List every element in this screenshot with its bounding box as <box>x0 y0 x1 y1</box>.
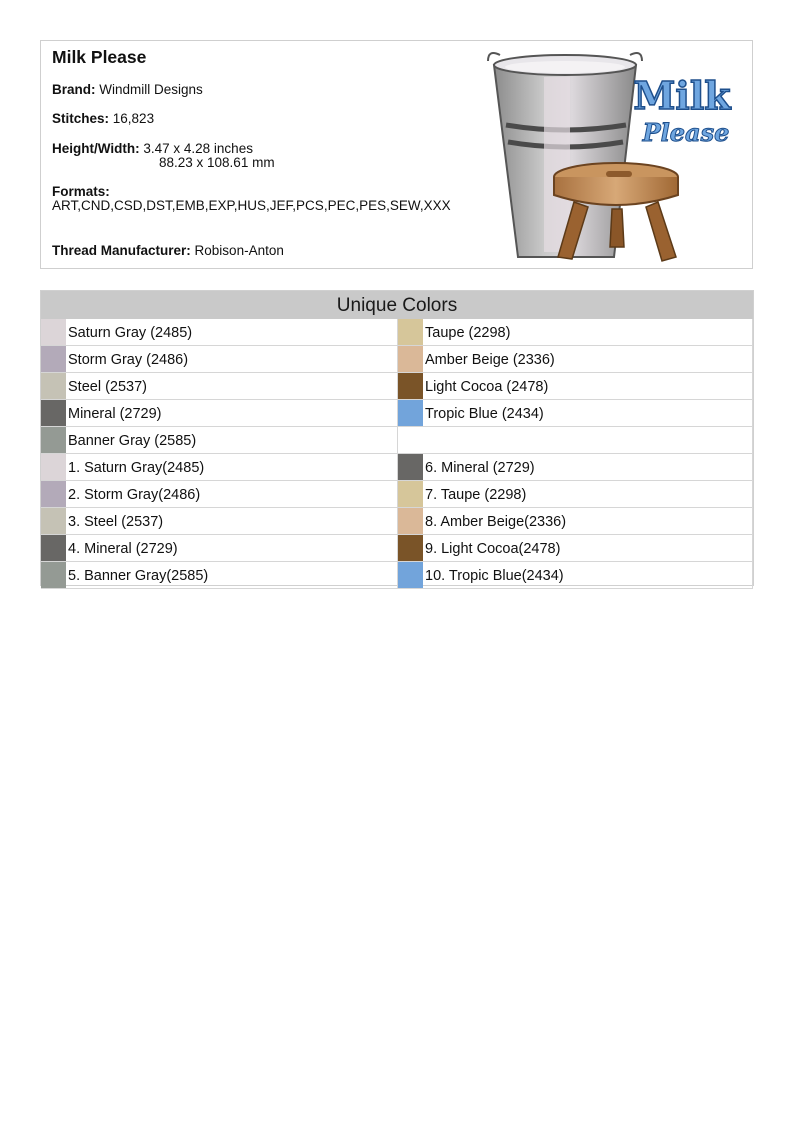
milk-stool-icon <box>554 163 678 261</box>
color-swatch <box>398 562 423 588</box>
thread-manufacturer-field <box>52 243 284 258</box>
height-width-label: Height/Width: <box>52 141 140 156</box>
sequence-label: 8. Amber Beige(2336) <box>425 514 567 530</box>
color-swatch <box>41 346 66 372</box>
art-title-please: Please <box>642 118 730 147</box>
brand-label: Brand: <box>52 82 96 97</box>
color-row <box>41 346 398 373</box>
color-swatch <box>41 400 66 426</box>
color-row <box>398 346 753 373</box>
formats-field <box>52 184 482 213</box>
sequence-row <box>41 535 398 562</box>
sequence-row <box>398 562 753 589</box>
unique-colors-table <box>40 290 754 586</box>
sequence-label: 9. Light Cocoa(2478) <box>425 541 561 557</box>
color-label: Banner Gray (2585) <box>68 433 197 449</box>
color-swatch <box>398 373 423 399</box>
color-label: Taupe (2298) <box>425 325 511 341</box>
design-preview-image <box>486 47 748 265</box>
sequence-row <box>398 535 753 562</box>
brand-field <box>52 82 203 97</box>
sequence-label: 6. Mineral (2729) <box>425 460 535 476</box>
sequence-label: 5. Banner Gray(2585) <box>68 568 209 584</box>
color-label: Saturn Gray (2485) <box>68 325 193 341</box>
color-swatch <box>41 508 66 534</box>
design-title: Milk Please <box>52 47 147 67</box>
color-label: Steel (2537) <box>68 379 147 395</box>
sequence-row <box>41 508 398 535</box>
stitches-label: Stitches: <box>52 111 110 126</box>
color-row <box>398 319 753 346</box>
color-row <box>41 400 398 427</box>
color-swatch <box>41 373 66 399</box>
unique-colors-header: Unique Colors <box>41 291 753 319</box>
height-width-mm: 88.23 x 108.61 mm <box>159 155 275 170</box>
thread-manufacturer-label: Thread Manufacturer: <box>52 243 191 258</box>
color-label: Mineral (2729) <box>68 406 162 422</box>
color-row <box>398 400 753 427</box>
sequence-label: 3. Steel (2537) <box>68 514 164 530</box>
color-swatch <box>398 508 423 534</box>
color-swatch <box>41 454 66 480</box>
color-swatch <box>398 481 423 507</box>
art-title-milk: Milk <box>633 73 731 118</box>
height-width-inches: 3.47 x 4.28 inches <box>143 141 253 156</box>
brand-value: Windmill Designs <box>99 82 203 97</box>
formats-value: ART,CND,CSD,DST,EMB,EXP,HUS,JEF,PCS,PEC,PES,SEW,XXX <box>52 198 451 213</box>
stitches-field <box>52 111 154 126</box>
thread-manufacturer-value: Robison-Anton <box>194 243 284 258</box>
color-row <box>41 319 398 346</box>
sequence-row <box>41 562 398 589</box>
sequence-label: 10. Tropic Blue(2434) <box>425 568 564 584</box>
color-swatch <box>398 535 423 561</box>
design-info-panel <box>40 40 753 269</box>
color-swatch <box>41 535 66 561</box>
sequence-row <box>398 454 753 481</box>
color-swatch <box>398 319 423 345</box>
sequence-row <box>41 454 398 481</box>
height-width-field <box>52 141 275 170</box>
sequence-label: 4. Mineral (2729) <box>68 541 178 557</box>
color-swatch <box>398 400 423 426</box>
color-row <box>41 373 398 400</box>
color-swatch <box>398 346 423 372</box>
color-label: Tropic Blue (2434) <box>425 406 544 422</box>
color-label: Light Cocoa (2478) <box>425 379 549 395</box>
sequence-row <box>398 481 753 508</box>
color-swatch <box>41 427 66 453</box>
stitches-value: 16,823 <box>112 111 155 126</box>
color-swatch <box>398 454 423 480</box>
sequence-row <box>398 508 753 535</box>
empty-cell <box>398 427 753 454</box>
color-label: Amber Beige (2336) <box>425 352 555 368</box>
formats-label: Formats: <box>52 184 110 199</box>
color-swatch <box>41 562 66 588</box>
color-swatch <box>41 319 66 345</box>
color-row <box>41 427 398 454</box>
sequence-label: 7. Taupe (2298) <box>425 487 527 503</box>
sequence-label: 1. Saturn Gray(2485) <box>68 460 205 476</box>
sequence-label: 2. Storm Gray(2486) <box>68 487 201 503</box>
color-row <box>398 373 753 400</box>
color-swatch <box>41 481 66 507</box>
color-label: Storm Gray (2486) <box>68 352 189 368</box>
sequence-row <box>41 481 398 508</box>
